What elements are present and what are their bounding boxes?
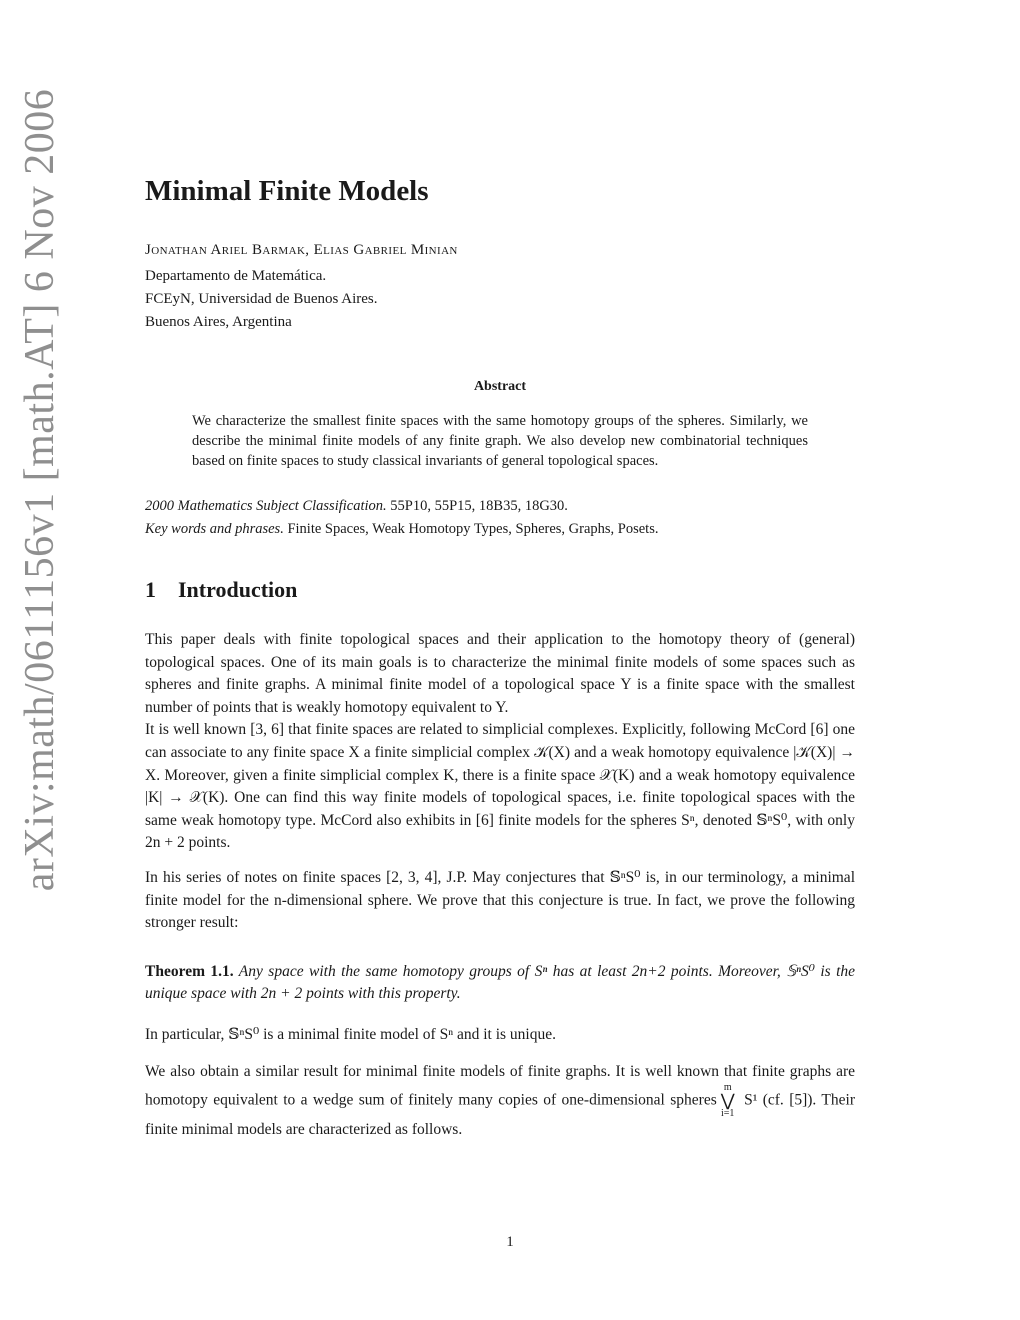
affiliation-line: Buenos Aires, Argentina	[145, 314, 292, 330]
wedge-lower: i=1	[721, 1108, 735, 1120]
wedge-glyph: ⋁	[720, 1091, 735, 1111]
theorem-statement: Any space with the same homotopy groups of Sⁿ has at least 2n+2 points. Moreover, 𝕊ⁿS⁰ is the unique space with 2n + 2 points with this property.	[145, 962, 856, 1003]
author-list: Jonathan Ariel Barmak, Elias Gabriel Minian	[145, 242, 458, 258]
keywords-value: Finite Spaces, Weak Homotopy Types, Spheres, Graphs, Posets.	[283, 521, 659, 537]
paragraph-graphs	[145, 1061, 855, 1142]
page-number: 1	[506, 1234, 514, 1250]
section-heading	[145, 577, 855, 603]
msc-label: 2000 Mathematics Subject Classification.	[145, 498, 387, 514]
affiliation-line: FCEyN, Universidad de Buenos Aires.	[145, 291, 378, 307]
affiliation	[145, 265, 855, 334]
affiliation-line: Departamento de Matemática.	[145, 268, 327, 284]
msc-value: 55P10, 55P15, 18B35, 18G30.	[386, 498, 568, 514]
section-number: 1	[145, 577, 156, 602]
abstract-heading: Abstract	[473, 379, 527, 394]
paragraph-may: In his series of notes on finite spaces [2, 3, 4], J.P. May conjectures that 𝕊ⁿS⁰ is, in our terminology, a minimal finite model for the n-dimensional sphere. We prove that this conjecture is true. In fact, we prove the following stronger result:	[145, 868, 855, 932]
section-title: Introduction	[178, 577, 298, 602]
paper-title: Minimal Finite Models	[145, 175, 429, 207]
abstract-text: We characterize the smallest finite spaces with the same homotopy groups of the spheres. Similarly, we describe the minimal finite models of any finite graph. We also develop new combinatorial techniques based on finite spaces to study classical invariants of general topological spaces.	[192, 413, 808, 469]
wedge-upper: m	[723, 1082, 732, 1094]
paragraph-mccord: It is well known [3, 6] that finite spaces are related to simplicial complexes. Explicitly, following McCord [6] one can associate to any finite space X a finite simplicial complex 𝒦(X) and a weak homotopy equivalence |𝒦(X)| → X. Moreover, given a finite simplicial complex K, there is a finite space 𝒳(K) and a weak homotopy equivalence |K| → 𝒳(K). One can find this way finite models of topological spaces, i.e. finite topological spaces with the same weak homotopy type. McCord also exhibits in [6] finite models for the spheres Sⁿ, denoted 𝕊ⁿS⁰, with only 2n + 2 points.	[145, 721, 855, 852]
paper-page	[145, 170, 855, 1142]
keywords-label: Key words and phrases.	[145, 521, 284, 537]
paragraph-particular: In particular, 𝕊ⁿS⁰ is a minimal finite model of Sⁿ and it is unique.	[145, 1025, 556, 1043]
paragraph-intro: This paper deals with finite topological spaces and their application to the homotopy theory of (general) topological spaces. One of its main goals is to characterize the minimal finite models of some spaces such as spheres and finite graphs. A minimal finite model of a topological space Y is a finite space with the smallest number of points that is weakly homotopy equivalent to Y.	[145, 631, 855, 716]
keywords-line	[145, 518, 855, 541]
theorem-label: Theorem 1.1.	[145, 962, 234, 980]
graphs-text-b: S¹ (cf. [5]). Their finite minimal models are characterized as follows.	[145, 1091, 855, 1139]
graphs-text-a: We also obtain a similar result for minimal finite models of finite graphs. It is well known that finite graphs are homotopy equivalent to a wedge sum of finitely many copies of one-dimensional spheres	[145, 1062, 855, 1109]
arxiv-sidebar-stamp	[4, 40, 76, 940]
wedge-sum-symbol	[721, 1083, 735, 1119]
msc-line	[145, 495, 855, 518]
classification-block	[145, 495, 855, 541]
arxiv-id: arXiv:math/0611156v1 [math.AT] 6 Nov 2006	[17, 88, 63, 892]
theorem-1-1	[145, 961, 855, 1006]
